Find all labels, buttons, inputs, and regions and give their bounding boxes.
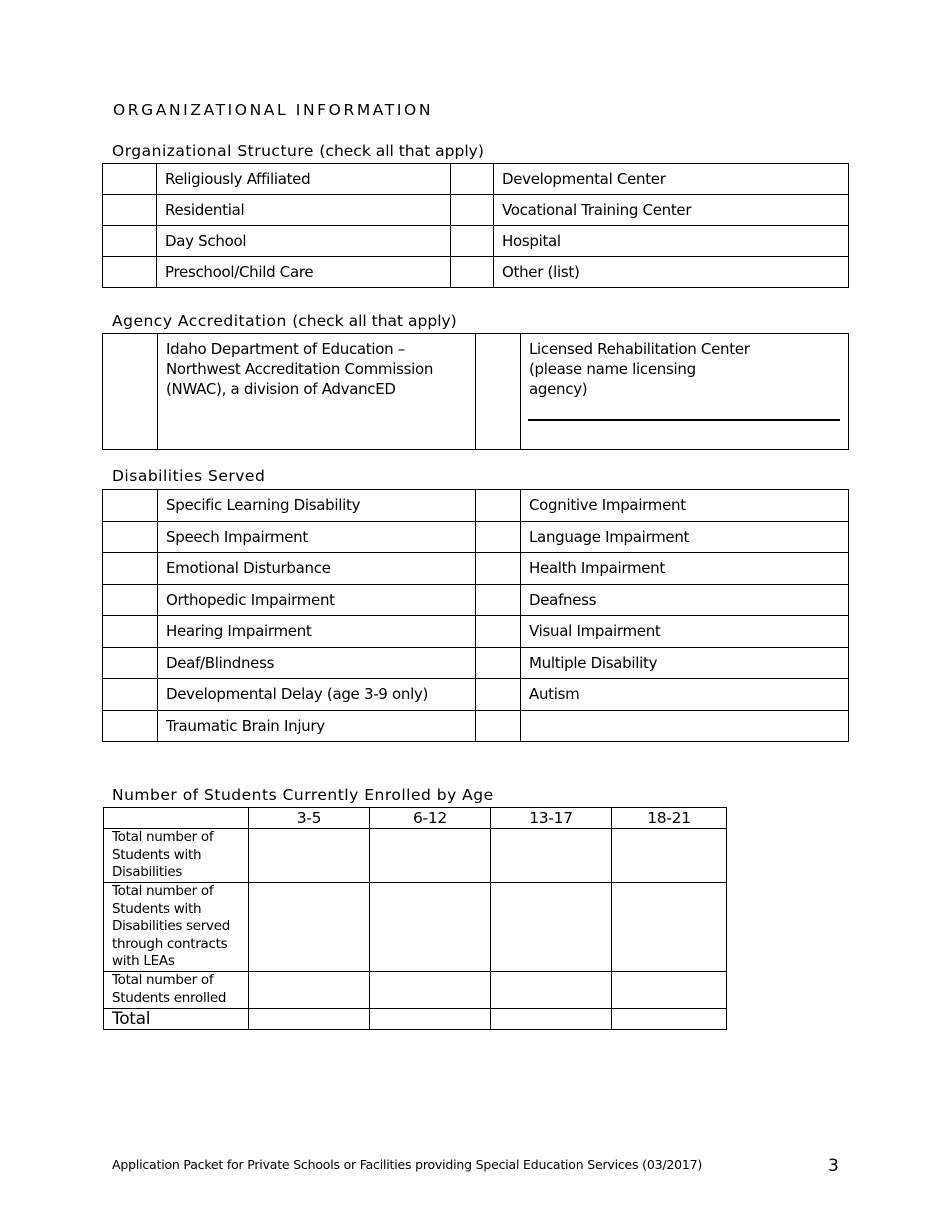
option-label: Cognitive Impairment — [521, 490, 849, 522]
table-row — [103, 679, 849, 711]
option-label: Residential — [157, 195, 451, 226]
table-row — [103, 553, 849, 585]
option-label: Language Impairment — [521, 521, 849, 553]
checkbox-cell[interactable] — [103, 195, 157, 226]
count-cell[interactable] — [370, 1009, 491, 1030]
table-row — [103, 226, 849, 257]
checkbox-cell[interactable] — [103, 490, 158, 522]
option-label: Hospital — [494, 226, 849, 257]
row-label: Total number of Students with Disabilities served through contracts with LEAs — [104, 883, 249, 972]
checkbox-cell[interactable] — [476, 521, 521, 553]
option-label: Licensed Rehabilitation Center (please name licensing agency) — [521, 334, 849, 450]
count-cell[interactable] — [612, 829, 727, 883]
option-label: Developmental Center — [494, 164, 849, 195]
row-label: Total — [104, 1009, 249, 1030]
count-cell[interactable] — [249, 972, 370, 1009]
disabilities-table — [102, 489, 849, 742]
checkbox-cell[interactable] — [103, 647, 158, 679]
option-label: Speech Impairment — [158, 521, 476, 553]
org-structure-caption — [112, 142, 484, 160]
table-row — [103, 257, 849, 288]
checkbox-cell[interactable] — [476, 647, 521, 679]
option-label — [521, 710, 849, 742]
option-label: Deafness — [521, 584, 849, 616]
accreditation-title: Agency Accreditation — [112, 312, 287, 330]
option-label: Traumatic Brain Injury — [158, 710, 476, 742]
option-label: Specific Learning Disability — [158, 490, 476, 522]
table-row — [103, 616, 849, 648]
checkbox-cell[interactable] — [103, 553, 158, 585]
column-header: 6-12 — [370, 808, 491, 829]
header-blank-cell — [104, 808, 249, 829]
accreditation-note: (check all that apply) — [292, 312, 457, 330]
accreditation-table — [102, 333, 849, 450]
org-structure-title: Organizational Structure — [112, 142, 314, 160]
disabilities-title: Disabilities Served — [112, 467, 266, 485]
checkbox-cell[interactable] — [103, 710, 158, 742]
count-cell[interactable] — [249, 883, 370, 972]
table-row — [104, 1009, 727, 1030]
option-label: Other (list) — [494, 257, 849, 288]
table-row — [103, 334, 849, 450]
checkbox-cell[interactable] — [103, 616, 158, 648]
option-label: Day School — [157, 226, 451, 257]
option-label: Deaf/Blindness — [158, 647, 476, 679]
table-row — [103, 647, 849, 679]
column-header: 13-17 — [491, 808, 612, 829]
option-label: Health Impairment — [521, 553, 849, 585]
checkbox-cell[interactable] — [103, 521, 158, 553]
checkbox-cell[interactable] — [476, 616, 521, 648]
checkbox-cell[interactable] — [103, 226, 157, 257]
option-label: Preschool/Child Care — [157, 257, 451, 288]
table-row — [103, 584, 849, 616]
count-cell[interactable] — [612, 883, 727, 972]
option-label: Autism — [521, 679, 849, 711]
footer-text: Application Packet for Private Schools or Facilities providing Special Education Services (03/2017) — [112, 1157, 703, 1172]
count-cell[interactable] — [491, 883, 612, 972]
checkbox-cell[interactable] — [103, 334, 158, 450]
table-row — [103, 195, 849, 226]
count-cell[interactable] — [491, 972, 612, 1009]
count-cell[interactable] — [491, 1009, 612, 1030]
table-row — [103, 164, 849, 195]
accreditation-caption — [112, 312, 457, 330]
column-header: 18-21 — [612, 808, 727, 829]
checkbox-cell[interactable] — [476, 490, 521, 522]
count-cell[interactable] — [249, 1009, 370, 1030]
checkbox-cell[interactable] — [103, 584, 158, 616]
checkbox-cell[interactable] — [103, 257, 157, 288]
count-cell[interactable] — [249, 829, 370, 883]
checkbox-cell[interactable] — [451, 164, 494, 195]
checkbox-cell[interactable] — [451, 226, 494, 257]
section-title: ORGANIZATIONAL INFORMATION — [113, 101, 434, 119]
table-header-row — [104, 808, 727, 829]
count-cell[interactable] — [370, 829, 491, 883]
checkbox-cell[interactable] — [476, 584, 521, 616]
table-row — [103, 490, 849, 522]
checkbox-cell[interactable] — [103, 164, 157, 195]
column-header: 3-5 — [249, 808, 370, 829]
option-label: Developmental Delay (age 3-9 only) — [158, 679, 476, 711]
option-label: Religiously Affiliated — [157, 164, 451, 195]
page-number: 3 — [828, 1156, 839, 1176]
table-row — [103, 521, 849, 553]
count-cell[interactable] — [491, 829, 612, 883]
enrollment-title: Number of Students Currently Enrolled by Age — [112, 786, 494, 804]
table-row — [104, 883, 727, 972]
checkbox-cell[interactable] — [451, 195, 494, 226]
option-label: Emotional Disturbance — [158, 553, 476, 585]
table-row — [104, 829, 727, 883]
option-label: Idaho Department of Education – Northwest Accreditation Commission (NWAC), a division of AdvancED — [158, 334, 476, 450]
org-structure-table — [102, 163, 849, 288]
count-cell[interactable] — [612, 1009, 727, 1030]
count-cell[interactable] — [612, 972, 727, 1009]
option-label: Vocational Training Center — [494, 195, 849, 226]
checkbox-cell[interactable] — [103, 679, 158, 711]
option-label: Orthopedic Impairment — [158, 584, 476, 616]
enrollment-table — [103, 807, 727, 1030]
option-label: Hearing Impairment — [158, 616, 476, 648]
row-label: Total number of Students enrolled — [104, 972, 249, 1009]
checkbox-cell[interactable] — [476, 679, 521, 711]
checkbox-cell[interactable] — [476, 553, 521, 585]
table-row — [104, 972, 727, 1009]
option-label: Visual Impairment — [521, 616, 849, 648]
row-label: Total number of Students with Disabilities — [104, 829, 249, 883]
checkbox-cell[interactable] — [476, 334, 521, 450]
licensing-agency-line[interactable] — [528, 419, 840, 421]
checkbox-cell[interactable] — [451, 257, 494, 288]
count-cell[interactable] — [370, 883, 491, 972]
org-structure-note: (check all that apply) — [319, 142, 484, 160]
option-label: Multiple Disability — [521, 647, 849, 679]
count-cell[interactable] — [370, 972, 491, 1009]
checkbox-cell[interactable] — [476, 710, 521, 742]
table-row — [103, 710, 849, 742]
